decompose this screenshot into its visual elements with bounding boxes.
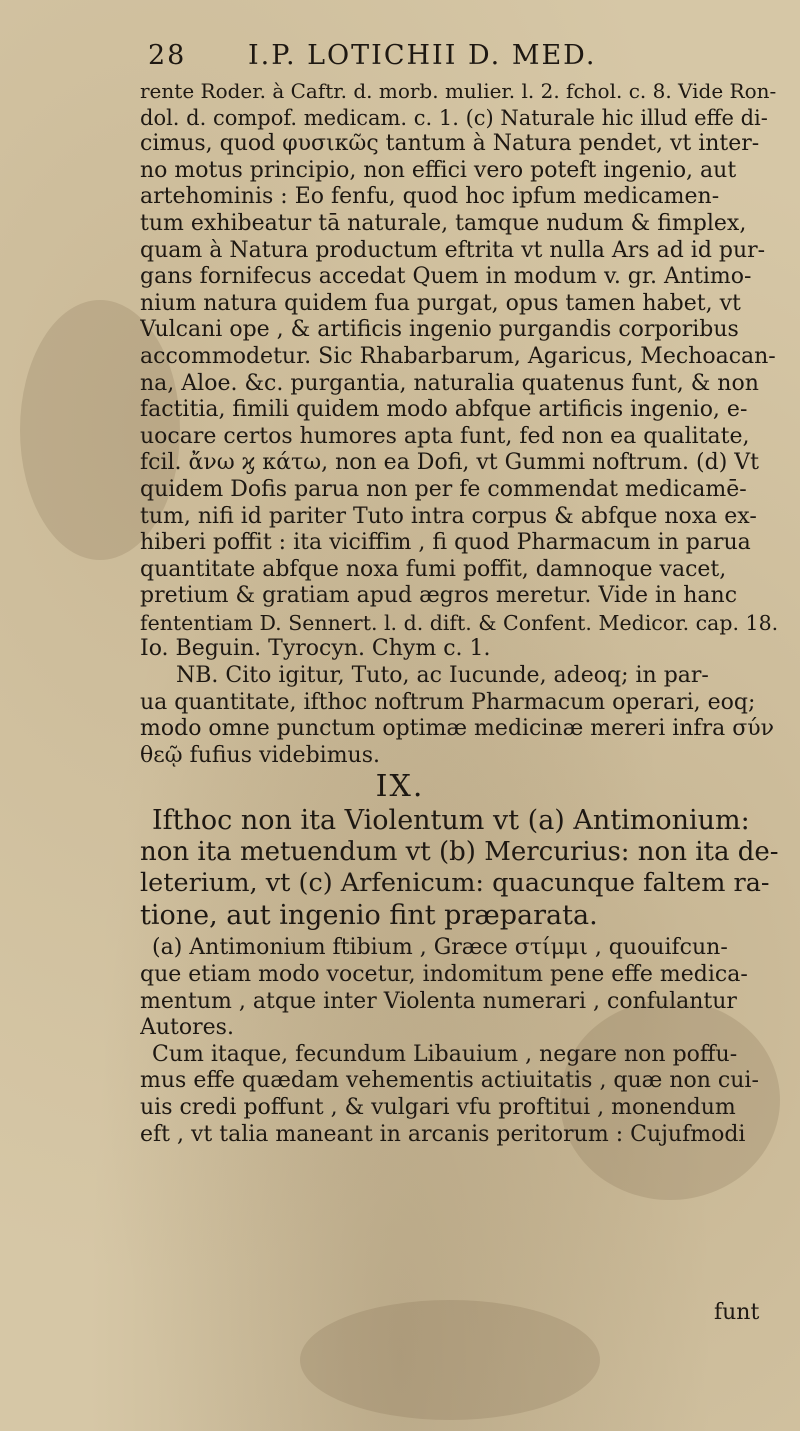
- text-line: uocare certos humores apta funt, fed non ea qualitate,: [140, 423, 750, 449]
- page-text: [140, 78, 780, 1148]
- text-line: fententiam D. Sennert. l. d. dift. & Confent. Medicor. cap. 18.: [140, 610, 779, 635]
- text-line: modo omne punctum optimæ medicinæ mereri infra σύν: [140, 716, 774, 742]
- text-line: ua quantitate, ifthoc noftrum Pharmacum operari, eoq;: [140, 689, 756, 715]
- text-line: rente Roder. à Caftr. d. morb. mulier. l. 2. fchol. c. 8. Vide Ron-: [140, 79, 777, 103]
- text-line: no motus principio, non effici vero poteft ingenio, aut: [140, 157, 737, 183]
- text-line: pretium & gratiam apud ægros meretur. Vide in hanc: [140, 583, 738, 609]
- text-line: non ita metuendum vt (b) Mercurius: non ita de-: [140, 836, 779, 867]
- text-line: nium natura quidem fua purgat, opus tamen habet, vt: [140, 290, 741, 316]
- text-line: factitia, fimili quidem modo abfque artificis ingenio, e-: [140, 397, 748, 423]
- text-line: artehominis : Eo fenfu, quod hoc ipfum medicamen-: [140, 184, 720, 210]
- text-line: (a) Antimonium ftibium , Græce στίμμι , quouifcun-: [152, 935, 728, 961]
- text-line: uis credi poffunt , & vulgari vfu proftitui , monendum: [140, 1095, 736, 1120]
- text-line: θεῷ fufius videbimus.: [140, 742, 381, 768]
- text-line: tione, aut ingenio fint præparata.: [140, 899, 598, 931]
- page-number: 28: [148, 40, 187, 71]
- text-line: quam à Natura productum eftrita vt nulla Ars ad id pur-: [140, 237, 766, 263]
- text-line: hiberi poffit : ita viciffim , fi quod Pharmacum in parua: [140, 530, 751, 556]
- text-line: Cum itaque, fecundum Libauium , negare non poffu-: [152, 1041, 738, 1067]
- text-line: tum, nifi id pariter Tuto intra corpus & abfque noxa ex-: [140, 503, 757, 529]
- text-line: cimus, quod φυσικῶς tantum à Natura pendet, vt inter-: [140, 131, 760, 157]
- text-line: gans fornifecus accedat Quem in modum v. gr. Antimo-: [140, 264, 752, 290]
- section-heading: IX.: [375, 769, 425, 805]
- running-header: [148, 40, 748, 76]
- running-title: I.P. LOTICHII D. MED.: [248, 40, 597, 71]
- text-line: NB. Cito igitur, Tuto, ac Iucunde, adeoq; in par-: [176, 663, 709, 689]
- text-line: Vulcani ope , & artificis ingenio purgandis corporibus: [140, 317, 739, 343]
- main-paragraph: [140, 805, 780, 931]
- text-line: Autores.: [140, 1015, 234, 1041]
- catchword: funt: [714, 1300, 760, 1325]
- text-line: accommodetur. Sic Rhabarbarum, Agaricus, Mechoacan-: [140, 343, 776, 369]
- text-line: dol. d. compof. medicam. c. 1. (c) Naturale hic illud effe di-: [140, 105, 768, 130]
- text-line: Io. Beguin. Tyrocyn. Chym c. 1.: [140, 636, 491, 662]
- text-line: Ifthoc non ita Violentum vt (a) Antimonium:: [152, 805, 750, 837]
- text-line: eft , vt talia maneant in arcanis peritorum : Cujufmodi: [140, 1121, 746, 1147]
- text-line: mentum , atque inter Violenta numerari , confulantur: [140, 988, 737, 1014]
- text-line: quantitate abfque noxa fumi poffit, damnoque vacet,: [140, 556, 727, 582]
- text-line: mus effe quædam vehementis actiuitatis , quæ non cui-: [140, 1068, 759, 1094]
- text-line: leterium, vt (c) Arfenicum: quacunque faltem ra-: [140, 868, 770, 899]
- text-line: tum exhibeatur tā naturale, tamque nudum & fimplex,: [140, 210, 747, 236]
- text-line: quidem Dofis parua non per fe commendat medicamē-: [140, 476, 747, 502]
- text-line: que etiam modo vocetur, indomitum pene effe medica-: [140, 962, 748, 988]
- paper-stain: [300, 1300, 600, 1420]
- notes-block-lower: [140, 935, 780, 1148]
- text-line: na, Aloe. &c. purgantia, naturalia quatenus funt, & non: [140, 370, 759, 396]
- text-line: fcil. ἄνω ϗ κάτω, non ea Dofi, vt Gummi noftrum. (d) Vt: [140, 450, 760, 476]
- notes-block-upper: [140, 78, 780, 769]
